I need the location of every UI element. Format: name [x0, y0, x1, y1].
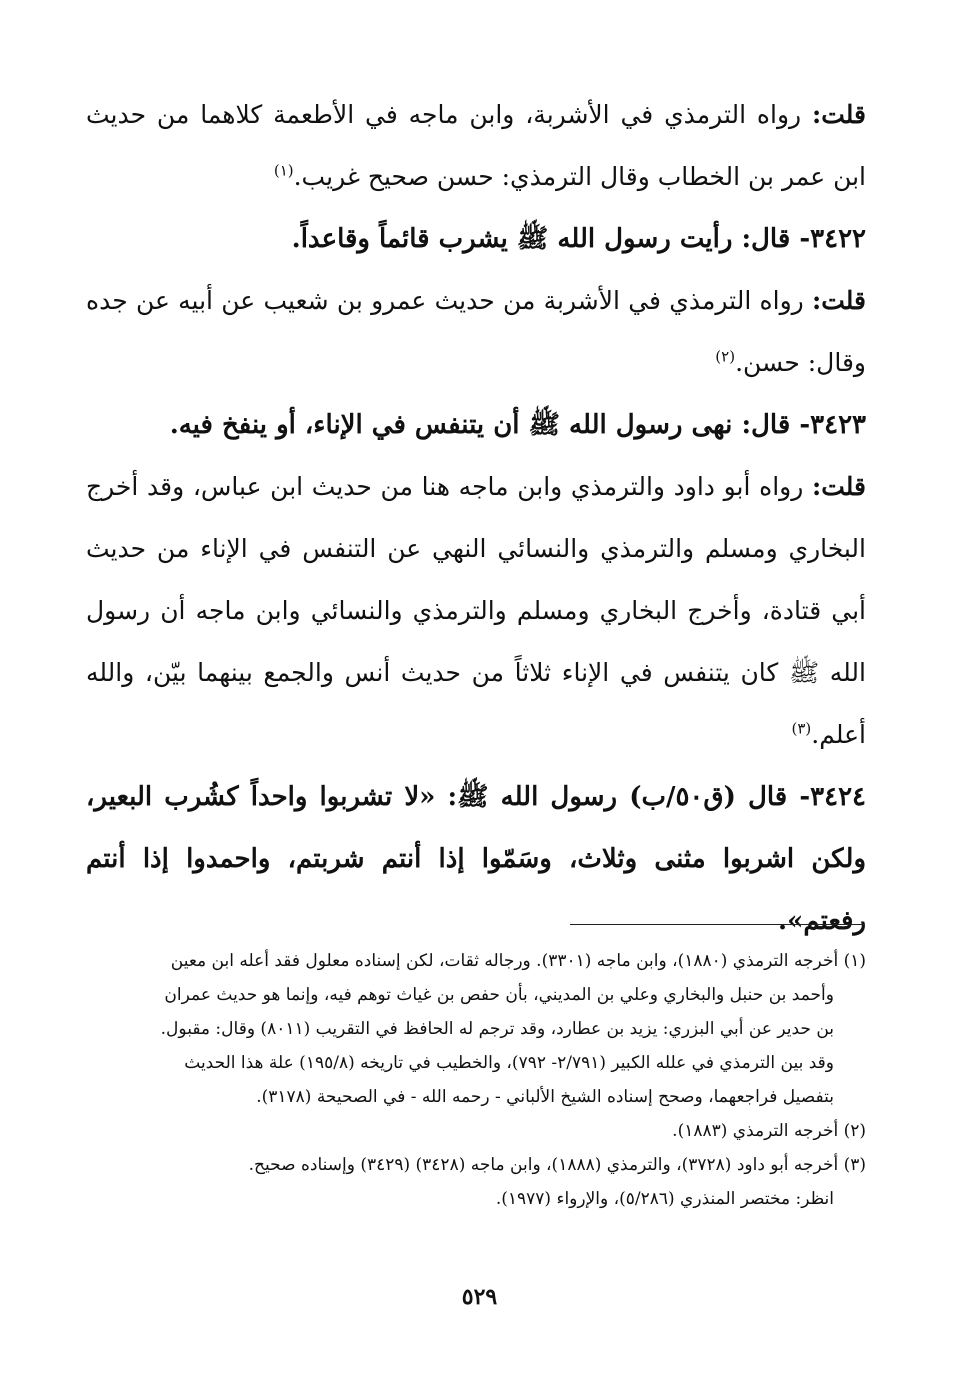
footnote-ref: (١) — [273, 161, 294, 180]
footnote-line: انظر: مختصر المنذري (٥/٢٨٦)، والإرواء (١٩٧٧). — [495, 1189, 834, 1209]
footnote-line: وأحمد بن حنبل والبخاري وعلي بن المديني، بأن حفص بن غياث توهم فيه، وإنما هو حديث عمران — [164, 985, 834, 1005]
qultu-label: قلت: — [811, 286, 866, 315]
commentary-text: رواه الترمذي في الأشربة من حديث عمرو بن شعيب عن أبيه عن جده وقال: حسن. — [86, 286, 866, 377]
footnote-line: (١) أخرجه الترمذي (١٨٨٠)، وابن ماجه (٣٣٠١). ورجاله ثقات، لكن إسناده معلول فقد أعله ابن معين — [170, 951, 866, 971]
commentary-text: رواه أبو داود والترمذي وابن ماجه هنا من حديث ابن عباس، وقد أخرج البخاري ومسلم والترمذي والنسائي النهي عن التنفس في الإناء من حديث أبي قتادة، وأخرج البخاري ومسلم والترمذي والنسائي وابن ماجه أن رسول الله ﷺ كان يتنفس في الإناء ثلاثاً من حديث أنس والجمع بينهما بيّن، والله أعلم. — [86, 472, 866, 749]
footnote-3 — [86, 1148, 866, 1216]
footnote-line: وقد بين الترمذي في علله الكبير (٢/٧٩١- ٧٩٢)، والخطيب في تاريخه (١٩٥/٨) علة هذا الحديث — [184, 1053, 834, 1073]
hadith-3423: ٣٤٢٣- قال: نهى رسول الله ﷺ أن يتنفس في الإناء، أو ينفخ فيه. — [169, 410, 866, 440]
footnote-divider — [570, 924, 864, 925]
commentary-paragraph-3 — [86, 456, 866, 766]
footnote-line: (٢) أخرجه الترمذي (١٨٨٣). — [672, 1121, 866, 1141]
footnotes — [86, 944, 866, 1216]
commentary-paragraph-2 — [86, 270, 866, 394]
footnote-1 — [86, 944, 866, 1114]
commentary-paragraph-1 — [86, 84, 866, 208]
footnote-line: بتفصيل فراجعهما، وصحح إسناده الشيخ الألباني - رحمه الله - في الصحيحة (٣١٧٨). — [256, 1087, 834, 1107]
footnote-line: بن حدير عن أبي البزري: يزيد بن عطارد، وقد ترجم له الحافظ في التقريب (٨٠١١) وقال: مقبول. — [160, 1019, 834, 1039]
footnote-ref: (٢) — [715, 347, 736, 366]
qultu-label: قلت: — [811, 472, 866, 501]
hadith-3422: ٣٤٢٢- قال: رأيت رسول الله ﷺ يشرب قائماً وقاعداً. — [291, 224, 866, 254]
hadith-3424: ٣٤٢٤- قال (ق٥٠/ب) رسول الله ﷺ: «لا تشربوا واحداً كشُرب البعير، ولكن اشربوا مثنى وثلاث، وسَمّوا إذا أنتم شربتم، واحمدوا إذا أنتم رفعتم». — [86, 782, 866, 936]
footnote-2 — [86, 1114, 866, 1148]
qultu-label: قلت: — [811, 100, 866, 129]
footnote-ref: (٣) — [791, 719, 812, 738]
commentary-text: رواه الترمذي في الأشربة، وابن ماجه في الأطعمة كلاهما من حديث ابن عمر بن الخطاب وقال الترمذي: حسن صحيح غريب. — [86, 100, 866, 191]
main-text — [86, 84, 866, 952]
page-number: ٥٢٩ — [461, 1284, 498, 1310]
footnote-line: (٣) أخرجه أبو داود (٣٧٢٨)، والترمذي (١٨٨٨)، وابن ماجه (٣٤٢٨) (٣٤٢٩) وإسناده صحيح. — [248, 1155, 866, 1175]
